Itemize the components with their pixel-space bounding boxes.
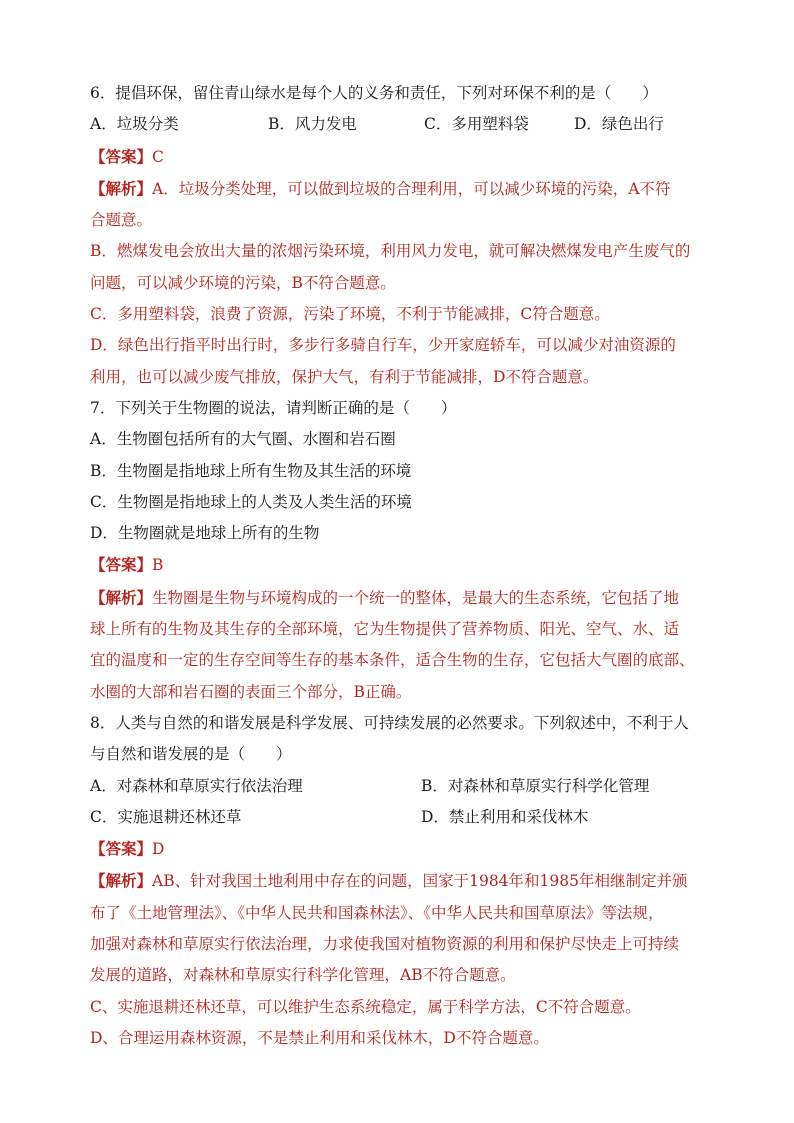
analysis-tag: 【解析】: [90, 587, 153, 607]
q8-stem: 8．人类与自然的和谐发展是科学发展、可持续发展的必然要求。下列叙述中，不利于人: [90, 713, 689, 732]
answer-tag: 【答案】: [90, 555, 153, 575]
q8-analysis-text: AB、针对我国土地利用中存在的问题，国家于1984年和1985年相继制定并颁: [152, 872, 688, 891]
q6-options: [90, 109, 708, 140]
q8-analysis-line: 布了《土地管理法》、《中华人民共和国森林法》、《中华人民共和国草原法》等法规，: [90, 903, 664, 922]
q8-option-a: A．对森林和草原实行依法治理: [90, 776, 303, 795]
q8-answer-value: D: [152, 840, 165, 859]
answer-tag: 【答案】: [90, 146, 153, 166]
q7-analysis-line: 宜的温度和一定的生存空间等生存的基本条件，适合生物的生存，它包括大气圈的底部、: [90, 651, 695, 670]
q6-analysis-line: 利用，也可以减少废气排放，保护大气，有利于节能减排，D不符合题意。: [90, 367, 599, 386]
q7-analysis-text: 生物圈是生物与环境构成的一个统一的整体，是最大的生态系统，它包括了地: [152, 588, 680, 607]
q7-answer: [90, 549, 708, 581]
q8-options-row: [90, 771, 708, 802]
q8-stem: 与自然和谐发展的是（ ）: [90, 745, 292, 764]
answer-tag: 【答案】: [90, 839, 153, 859]
q6-option-d: D．绿色出行: [574, 115, 664, 134]
q6-analysis-line: 合题意。: [90, 211, 153, 230]
q6-analysis-text: A．垃圾分类处理，可以做到垃圾的合理利用，可以减少环境的污染，A不符: [152, 179, 671, 198]
q6-analysis-line: D．绿色出行指平时出行时，多步行多骑自行车，少开家庭轿车，可以减少对油资源的: [90, 336, 676, 355]
q6-analysis-line: C．多用塑料袋，浪费了资源，污染了环境，不利于节能减排，C符合题意。: [90, 305, 610, 324]
q8-analysis-line: D、合理运用森林资源，不是禁止利用和采伐林木，D不符合题意。: [90, 1028, 549, 1047]
q8-analysis-line: C、实施退耕还林还草，可以维护生态系统稳定，属于科学方法，C不符合题意。: [90, 997, 641, 1016]
q6-option-b: B．风力发电: [268, 115, 357, 134]
q7-option-a: A．生物圈包括所有的大气圈、水圈和岩石圈: [90, 430, 396, 449]
q7-option-c: C．生物圈是指地球上的人类及人类生活的环境: [90, 492, 412, 511]
q7-stem: 7．下列关于生物圈的说法，请判断正确的是（ ）: [90, 398, 457, 417]
q8-options-row: [90, 802, 708, 833]
q8-option-d: D．禁止利用和采伐林木: [421, 807, 589, 826]
q6-stem: 6．提倡环保，留住青山绿水是每个人的义务和责任，下列对环保不利的是（ ）: [90, 84, 658, 102]
q6-option-a: A．垃圾分类: [90, 115, 179, 134]
q6-option-c: C．多用塑料袋: [424, 115, 529, 134]
q7-analysis-line: [90, 582, 708, 614]
q8-option-b: B．对森林和草原实行科学化管理: [421, 776, 650, 795]
q7-answer-value: B: [152, 556, 164, 575]
analysis-tag: 【解析】: [90, 178, 153, 198]
q6-analysis-line: [90, 173, 708, 205]
q7-analysis-line: 球上所有的生物及其生存的全部环境，它为生物提供了营养物质、阳光、空气、水、适: [90, 620, 680, 639]
q6-answer-value: C: [152, 147, 164, 166]
q8-option-c: C．实施退耕还林还草: [90, 807, 242, 826]
q8-analysis-line: 发展的道路，对森林和草原实行科学化管理，AB不符合题意。: [90, 966, 516, 985]
q6-answer: [90, 141, 708, 173]
q8-analysis-line: [90, 865, 708, 897]
q7-analysis-line: 水圈的大部和岩石圈的表面三个部分，B正确。: [90, 682, 412, 701]
q6-analysis-line: B．燃煤发电会放出大量的浓烟污染环境，利用风力发电，就可解决燃煤发电产生废气的: [90, 242, 691, 261]
q6-analysis-line: 问题，可以减少环境的污染，B不符合题意。: [90, 273, 396, 292]
q7-option-d: D．生物圈就是地球上所有的生物: [90, 524, 320, 543]
analysis-tag: 【解析】: [90, 871, 153, 891]
q7-option-b: B．生物圈是指地球上所有生物及其生活的环境: [90, 461, 412, 480]
q8-analysis-line: 加强对森林和草原实行依法治理，力求使我国对植物资源的利用和保护尽快走上可持续: [90, 935, 680, 954]
q8-answer: [90, 833, 708, 865]
worksheet-page: [90, 78, 708, 1054]
